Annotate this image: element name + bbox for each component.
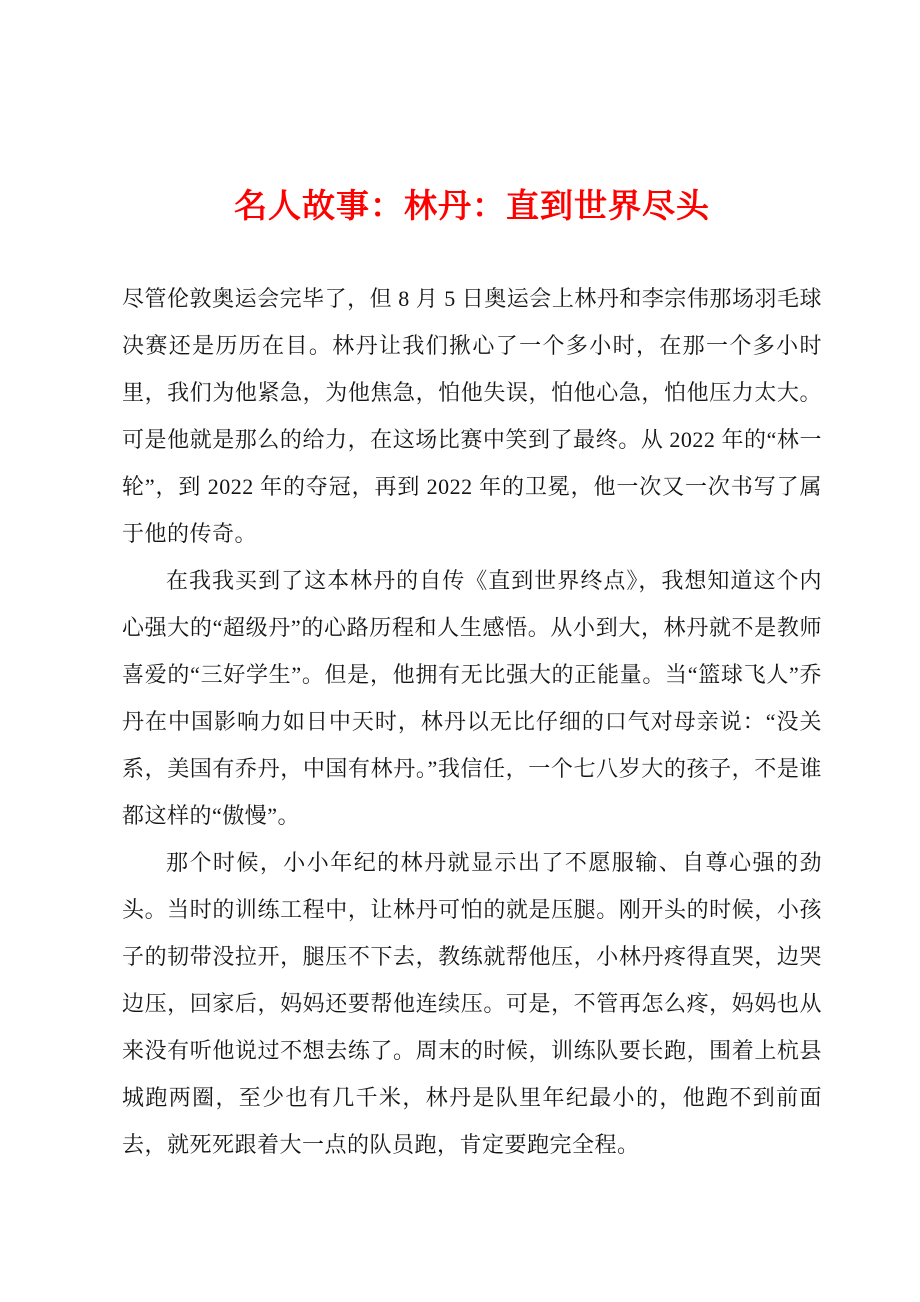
paragraph-3: 那个时候，小小年纪的林丹就显示出了不愿服输、自尊心强的劲头。当时的训练工程中，让林丹可怕的就是压腿。刚开头的时候，小孩子的韧带没拉开，腿压不下去，教练就帮他压，小林丹疼得直哭，边哭边压，回家后，妈妈还要帮他连续压。可是，不管再怎么疼，妈妈也从来没有听他说过不想去练了。周末的时候，训练队要长跑，围着上杭县城跑两圈，至少也有几千米，林丹是队里年纪最小的，他跑不到前面去，就死死跟着大一点的队员跑，肯定要跑完全程。 [122, 849, 822, 1157]
paragraph-2: 在我我买到了这本林丹的自传《直到世界终点》，我想知道这个内心强大的“超级丹”的心路历程和人生感悟。从小到大，林丹就不是教师喜爱的“三好学生”。但是，他拥有无比强大的正能量。当“篮球飞人”乔丹在中国影响力如日中天时，林丹以无比仔细的口气对母亲说：“没关系，美国有乔丹，中国有林丹。”我信任，一个七八岁大的孩子，不是谁都这样的“傲慢”。 [122, 567, 822, 828]
paragraph-1: 尽管伦敦奥运会完毕了，但 8 月 5 日奥运会上林丹和李宗伟那场羽毛球决赛还是历历在目。林丹让我们揪心了一个多小时，在那一个多小时里，我们为他紧急，为他焦急，怕他失误，怕他心急，怕他压力太大。可是他就是那么的给力，在这场比赛中笑到了最终。从 2022 年的“林一轮”，到 2022 年的夺冠，再到 2022 年的卫冕，他一次又一次书写了属于他的传奇。 [122, 285, 822, 546]
document-title: 名人故事：林丹：直到世界尽头 [234, 189, 710, 225]
document-content [122, 0, 822, 1168]
